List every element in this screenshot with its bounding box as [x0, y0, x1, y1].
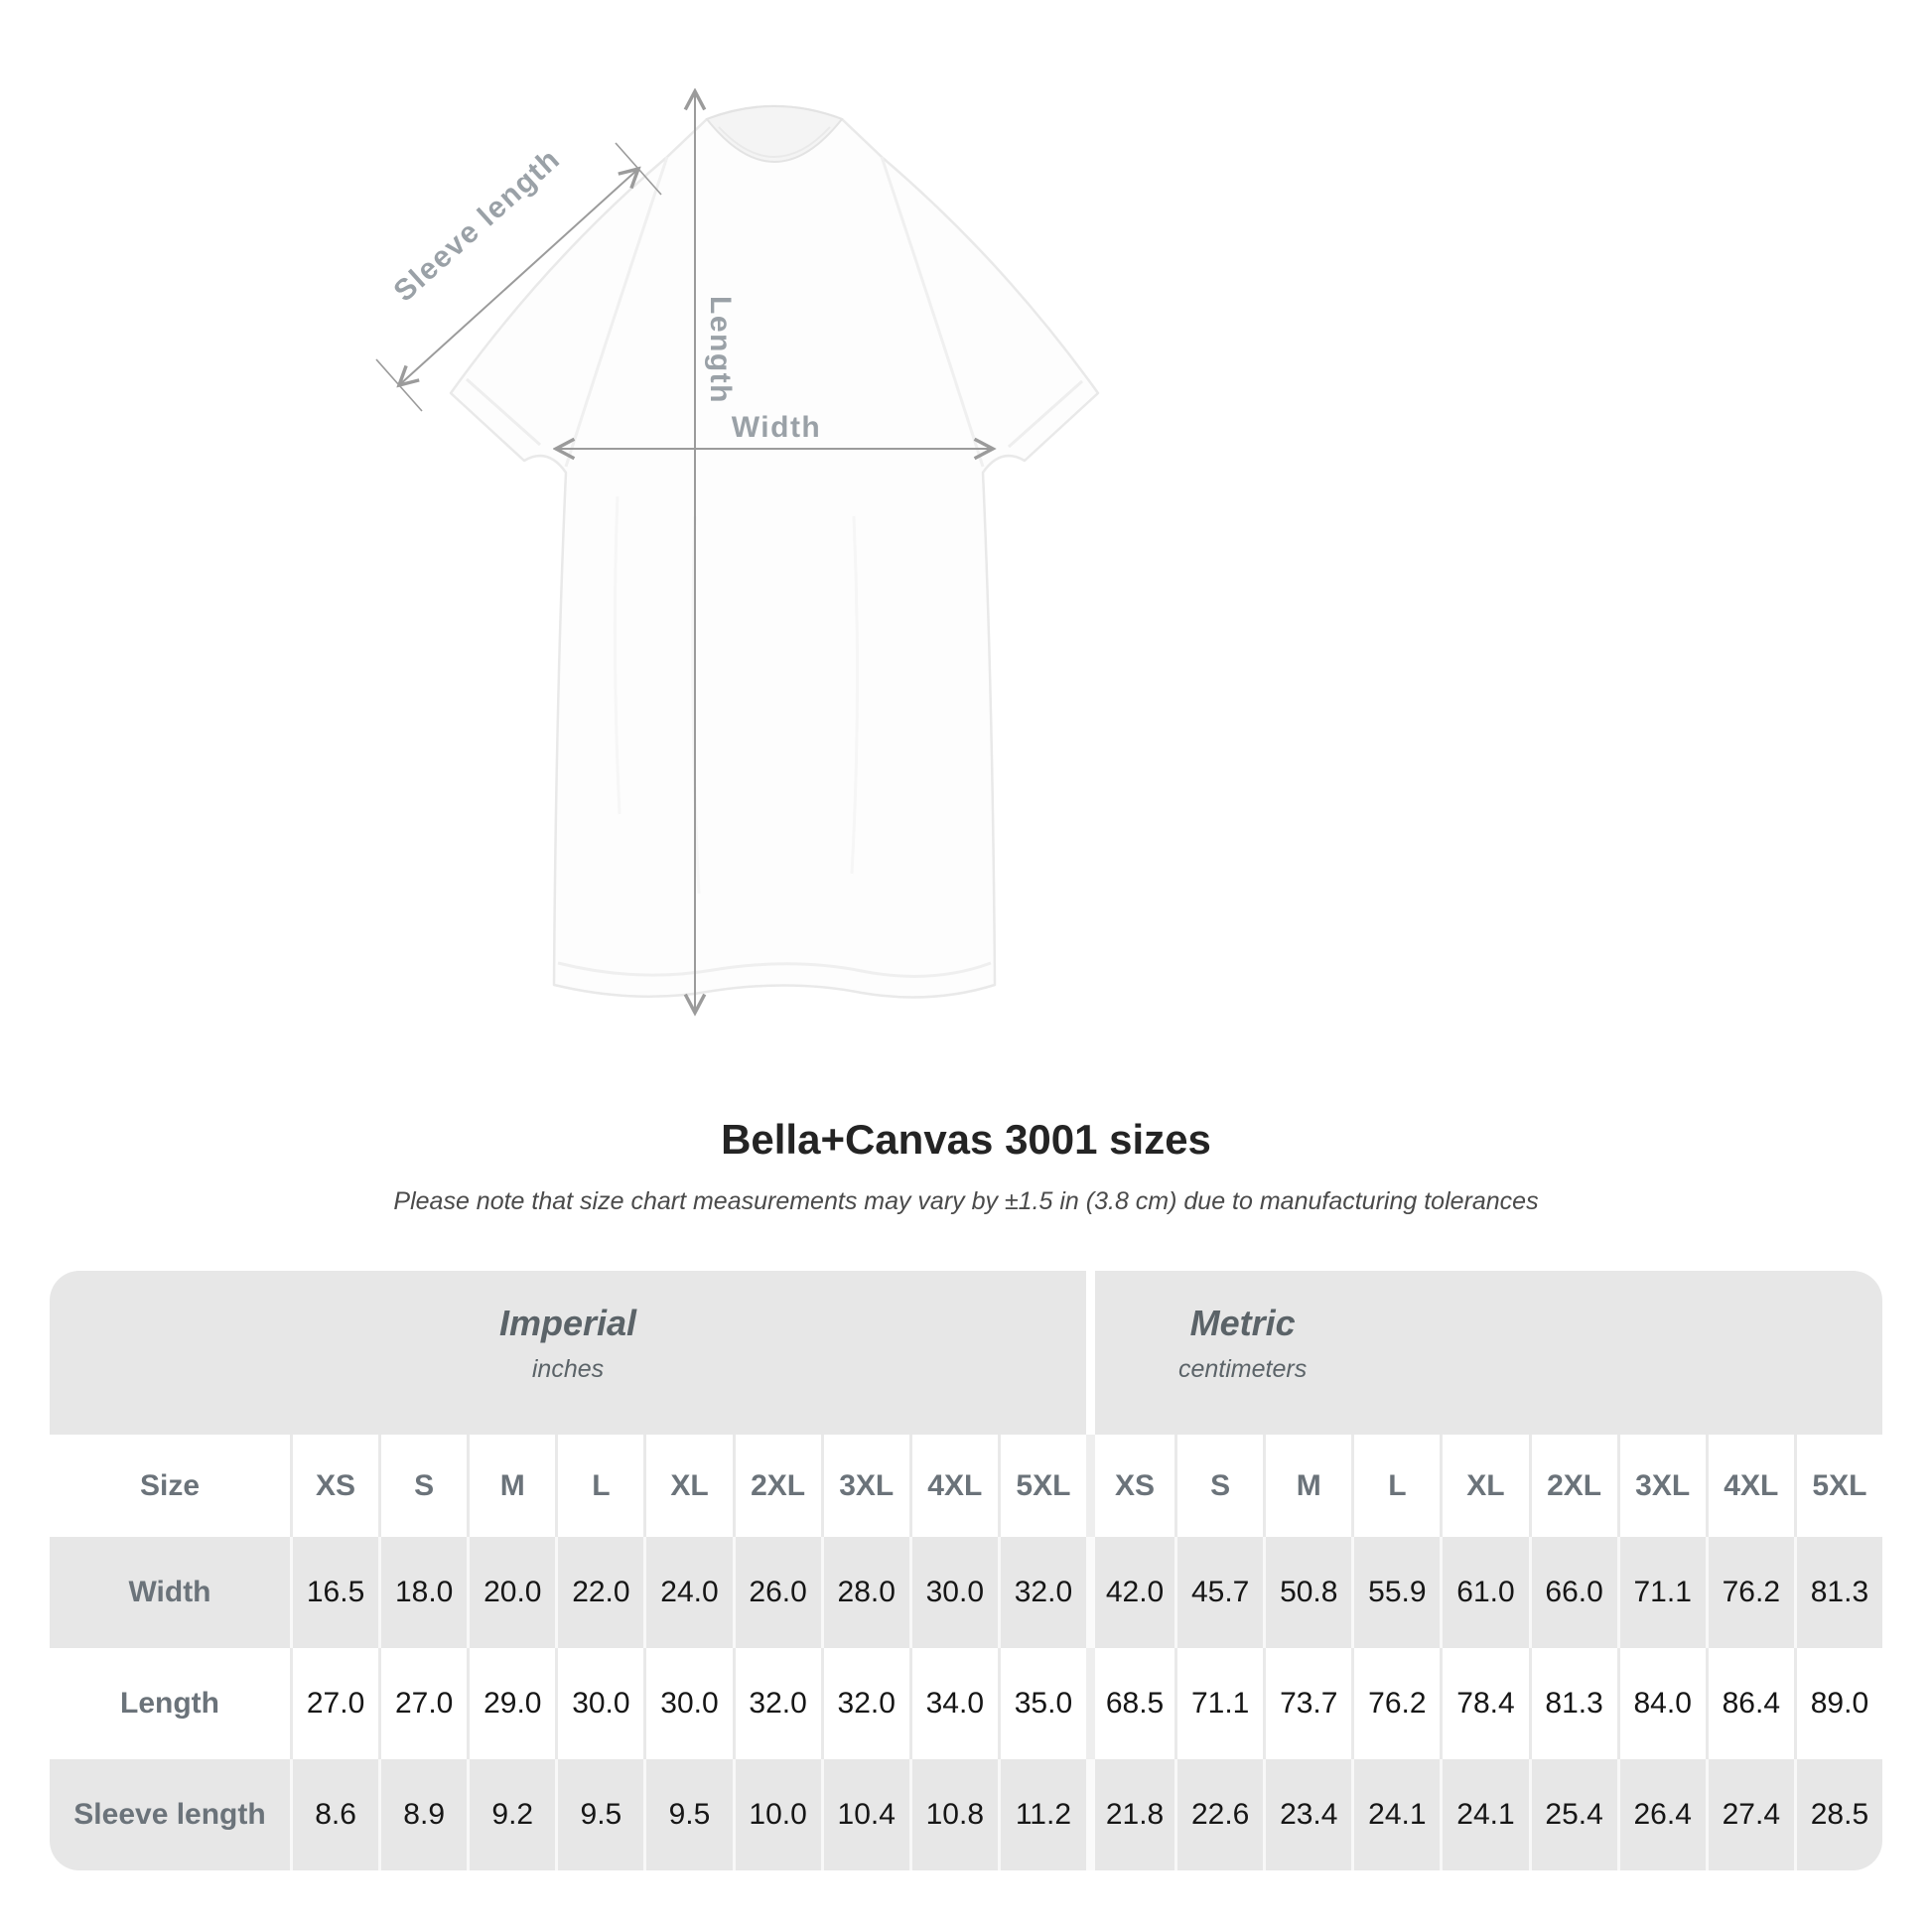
size-header-cell: XS — [290, 1435, 378, 1537]
value-cell: 68.5 — [1086, 1648, 1174, 1759]
value-cell: 8.9 — [378, 1759, 467, 1870]
metric-section-unit: centimeters — [1177, 1355, 1308, 1384]
value-cell: 76.2 — [1351, 1648, 1440, 1759]
value-cell: 81.3 — [1794, 1537, 1882, 1648]
metric-section-title: Metric — [1189, 1303, 1296, 1343]
value-cell: 10.4 — [821, 1759, 909, 1870]
page-title: Bella+Canvas 3001 sizes — [721, 1116, 1211, 1163]
value-cell: 27.0 — [290, 1648, 378, 1759]
value-cell: 9.5 — [643, 1759, 732, 1870]
value-cell: 34.0 — [909, 1648, 998, 1759]
size-header-cell: M — [467, 1435, 555, 1537]
value-cell: 45.7 — [1174, 1537, 1263, 1648]
size-header-cell: L — [555, 1435, 643, 1537]
value-cell: 71.1 — [1617, 1537, 1706, 1648]
value-cell: 27.0 — [378, 1648, 467, 1759]
value-cell: 21.8 — [1086, 1759, 1174, 1870]
value-cell: 32.0 — [733, 1648, 821, 1759]
width-row — [50, 1537, 1882, 1648]
value-cell: 27.4 — [1706, 1759, 1794, 1870]
length-label: Length — [704, 296, 737, 404]
value-cell: 29.0 — [467, 1648, 555, 1759]
value-cell: 30.0 — [909, 1537, 998, 1648]
value-cell: 86.4 — [1706, 1648, 1794, 1759]
value-cell: 20.0 — [467, 1537, 555, 1648]
size-header-cell: 4XL — [1706, 1435, 1794, 1537]
value-cell: 10.0 — [733, 1759, 821, 1870]
value-cell: 55.9 — [1351, 1537, 1440, 1648]
size-header-cell: 2XL — [733, 1435, 821, 1537]
unit-section-row — [50, 1271, 1882, 1435]
sleeve-length-row — [50, 1759, 1882, 1870]
value-cell: 76.2 — [1706, 1537, 1794, 1648]
imperial-section-unit: inches — [531, 1355, 605, 1384]
size-header-cell: M — [1263, 1435, 1351, 1537]
value-cell: 71.1 — [1174, 1648, 1263, 1759]
value-cell: 78.4 — [1440, 1648, 1528, 1759]
value-cell: 24.1 — [1351, 1759, 1440, 1870]
value-cell: 61.0 — [1440, 1537, 1528, 1648]
width-label: Width — [731, 411, 822, 444]
size-column-header: Size — [50, 1435, 290, 1537]
value-cell: 81.3 — [1529, 1648, 1617, 1759]
dimension-tick — [376, 359, 422, 411]
value-cell: 32.0 — [998, 1537, 1086, 1648]
value-cell: 16.5 — [290, 1537, 378, 1648]
imperial-section-title: Imperial — [498, 1303, 637, 1343]
page-subtitle: Please note that size chart measurements may vary by ±1.5 in (3.8 cm) due to manufacturing tolerances — [393, 1187, 1539, 1215]
value-cell: 73.7 — [1263, 1648, 1351, 1759]
value-cell: 28.5 — [1794, 1759, 1882, 1870]
tshirt-outline — [451, 106, 1098, 998]
size-header-cell: XL — [1440, 1435, 1528, 1537]
value-cell: 89.0 — [1794, 1648, 1882, 1759]
size-header-cell: 3XL — [821, 1435, 909, 1537]
row-label: Length — [50, 1648, 290, 1759]
value-cell: 8.6 — [290, 1759, 378, 1870]
size-header-cell: 4XL — [909, 1435, 998, 1537]
value-cell: 42.0 — [1086, 1537, 1174, 1648]
value-cell: 24.1 — [1440, 1759, 1528, 1870]
value-cell: 10.8 — [909, 1759, 998, 1870]
value-cell: 26.4 — [1617, 1759, 1706, 1870]
size-header-cell: 5XL — [1794, 1435, 1882, 1537]
row-label: Sleeve length — [50, 1759, 290, 1870]
metric-section-header — [1086, 1271, 1882, 1435]
sleeve-length-label: Sleeve length — [387, 142, 567, 309]
value-cell: 22.6 — [1174, 1759, 1263, 1870]
value-cell: 84.0 — [1617, 1648, 1706, 1759]
value-cell: 24.0 — [643, 1537, 732, 1648]
size-header-cell: 2XL — [1529, 1435, 1617, 1537]
size-header-cell: 3XL — [1617, 1435, 1706, 1537]
size-header-cell: S — [1174, 1435, 1263, 1537]
value-cell: 32.0 — [821, 1648, 909, 1759]
value-cell: 28.0 — [821, 1537, 909, 1648]
value-cell: 11.2 — [998, 1759, 1086, 1870]
value-cell: 25.4 — [1529, 1759, 1617, 1870]
length-row — [50, 1648, 1882, 1759]
size-table — [50, 1271, 1882, 1870]
imperial-section-header — [50, 1271, 1086, 1435]
value-cell: 35.0 — [998, 1648, 1086, 1759]
value-cell: 18.0 — [378, 1537, 467, 1648]
size-header-cell: S — [378, 1435, 467, 1537]
size-header-cell: 5XL — [998, 1435, 1086, 1537]
size-header-cell: XL — [643, 1435, 732, 1537]
row-label: Width — [50, 1537, 290, 1648]
value-cell: 26.0 — [733, 1537, 821, 1648]
value-cell: 9.2 — [467, 1759, 555, 1870]
tshirt-illustration — [451, 106, 1098, 998]
value-cell: 22.0 — [555, 1537, 643, 1648]
size-header-row — [50, 1435, 1882, 1537]
value-cell: 9.5 — [555, 1759, 643, 1870]
size-header-cell: XS — [1086, 1435, 1174, 1537]
value-cell: 50.8 — [1263, 1537, 1351, 1648]
value-cell: 23.4 — [1263, 1759, 1351, 1870]
value-cell: 30.0 — [555, 1648, 643, 1759]
size-header-cell: L — [1351, 1435, 1440, 1537]
value-cell: 66.0 — [1529, 1537, 1617, 1648]
value-cell: 30.0 — [643, 1648, 732, 1759]
